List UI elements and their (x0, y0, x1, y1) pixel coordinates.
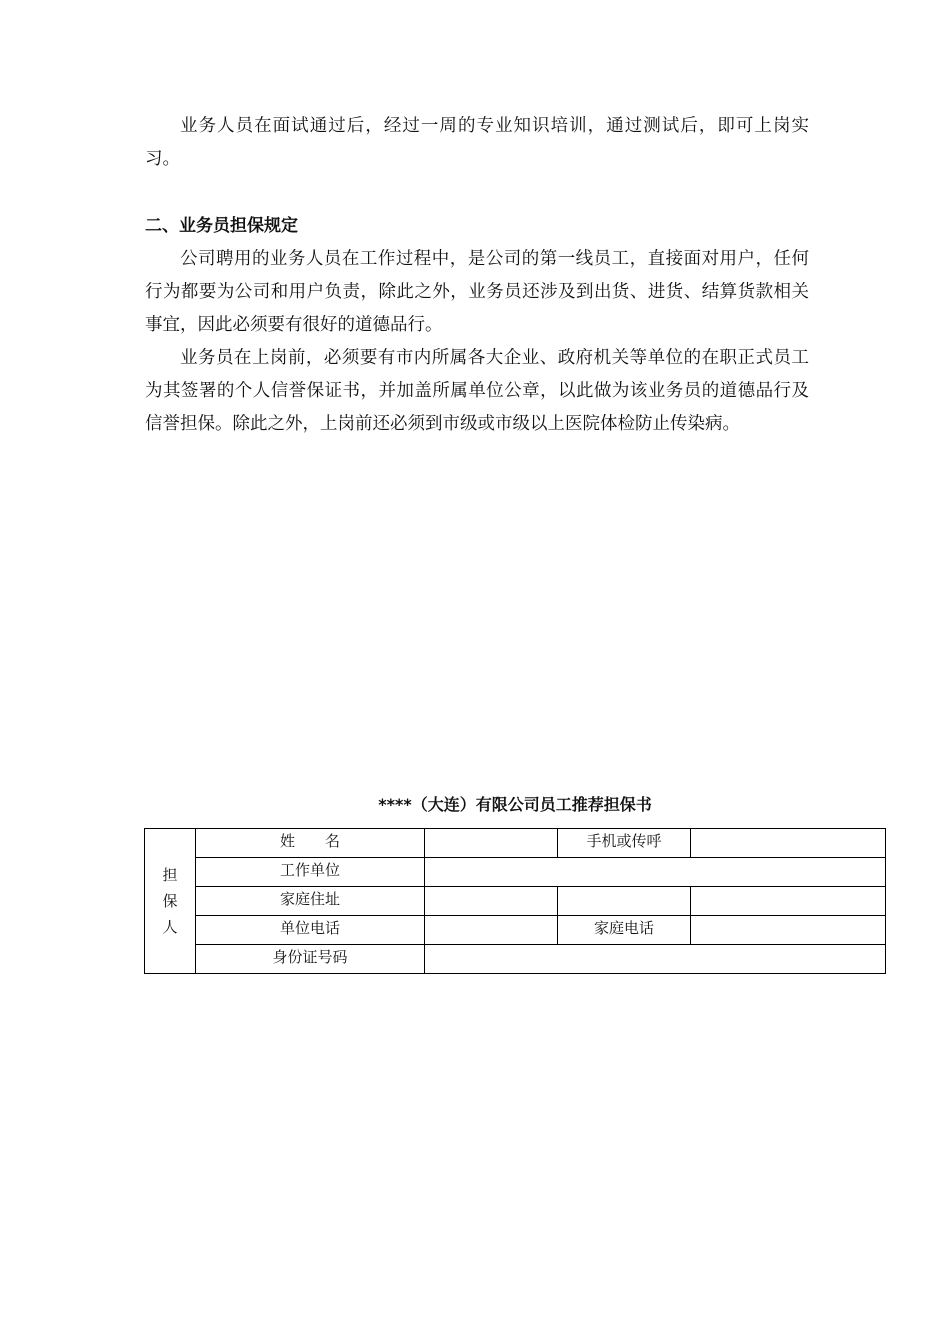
id-number-label: 身份证号码 (196, 945, 425, 974)
table-row (145, 829, 886, 858)
table-row (145, 858, 886, 887)
guarantor-side-label: 担保人 (145, 829, 196, 974)
home-phone-field[interactable] (691, 916, 886, 945)
name-field[interactable] (425, 829, 558, 858)
home-address-field-3[interactable] (691, 887, 886, 916)
workplace-label: 工作单位 (196, 858, 425, 887)
id-number-field[interactable] (425, 945, 886, 974)
home-address-field-2[interactable] (558, 887, 691, 916)
paragraph-guarantee-requirement: 业务员在上岗前，必须要有市内所属各大企业、政府机关等单位的在职正式员工为其签署的个人信誉保证书，并加盖所属单位公章，以此做为该业务员的道德品行及信誉担保。除此之外，上岗前还必须到市级或市级以上医院体检防止传染病。 (145, 348, 809, 434)
paragraph-training: 业务人员在面试通过后，经过一周的专业知识培训，通过测试后，即可上岗实习。 (145, 116, 809, 169)
form-title: ****（大连）有限公司员工推荐担保书 (378, 795, 652, 814)
work-phone-field[interactable] (425, 916, 558, 945)
table-row (145, 916, 886, 945)
section-heading-guarantee-rules: 二、业务员担保规定 (145, 216, 298, 236)
table-row (145, 887, 886, 916)
home-address-field-1[interactable] (425, 887, 558, 916)
phone-label: 手机或传呼 (558, 829, 691, 858)
work-phone-label: 单位电话 (196, 916, 425, 945)
workplace-field[interactable] (425, 858, 886, 887)
phone-field[interactable] (691, 829, 886, 858)
home-phone-label: 家庭电话 (558, 916, 691, 945)
paragraph-conduct: 公司聘用的业务人员在工作过程中，是公司的第一线员工，直接面对用户，任何行为都要为公司和用户负责，除此之外，业务员还涉及到出货、进货、结算货款相关事宜，因此必须要有很好的道德品行。 (145, 249, 809, 335)
name-label: 姓 名 (196, 829, 425, 858)
home-address-label: 家庭住址 (196, 887, 425, 916)
table-row (145, 945, 886, 974)
guarantee-form-table (144, 828, 886, 974)
